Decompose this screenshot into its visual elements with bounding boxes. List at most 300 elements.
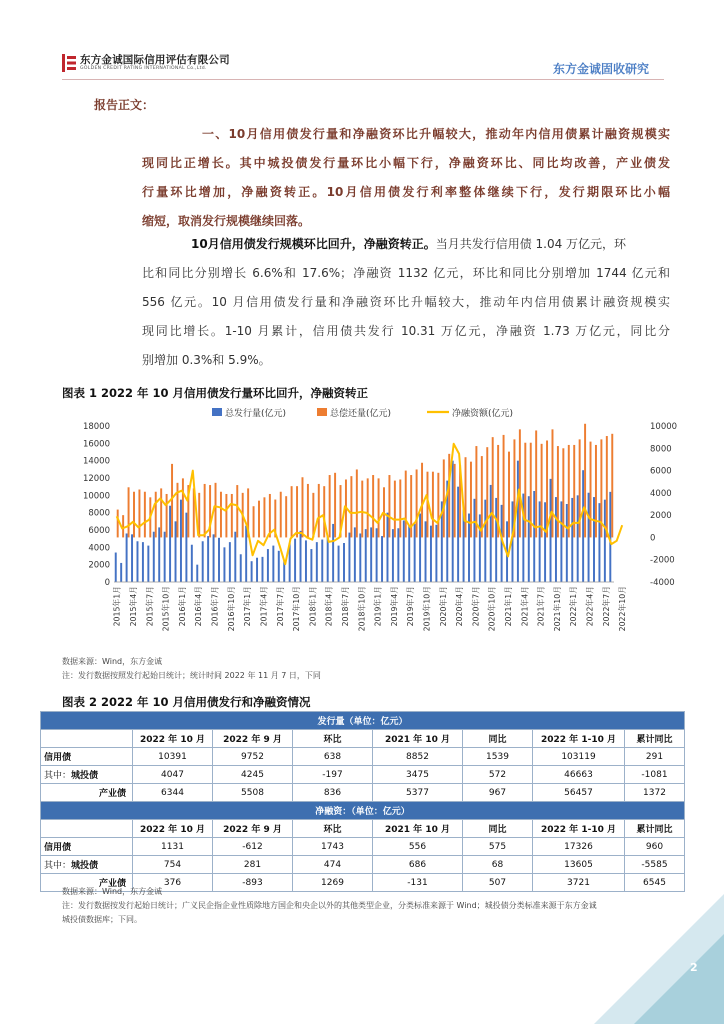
- bar-issuance: [560, 501, 562, 582]
- bar-issuance: [604, 500, 606, 582]
- row-label-text: 城投债: [71, 771, 99, 781]
- bar-issuance: [153, 532, 155, 582]
- figure2-title: 图表 2 2022 年 10 月信用债发行和净融资情况: [62, 695, 311, 709]
- detail-line: 别增加 0.3%和 5.9%。: [142, 353, 271, 367]
- bar-issuance: [147, 546, 149, 582]
- bar-issuance: [571, 498, 573, 582]
- bar-issuance: [185, 513, 187, 582]
- table-column-header: 累计同比: [625, 820, 685, 838]
- table-cell: 960: [625, 838, 685, 856]
- figure1-title: 图表 1 2022 年 10 月信用债发行量环比回升，净融资转正: [62, 386, 369, 400]
- bar-issuance: [251, 561, 253, 582]
- bar-repayment: [590, 442, 592, 538]
- bar-repayment: [166, 494, 168, 537]
- bar-repayment: [350, 476, 352, 537]
- bar-repayment: [122, 515, 124, 537]
- bar-repayment: [481, 456, 483, 537]
- bar-issuance: [544, 502, 546, 582]
- bar-issuance: [593, 497, 595, 582]
- bar-issuance: [376, 528, 378, 582]
- bar-repayment: [177, 483, 179, 538]
- table-band-label: 发行量（单位：亿元）: [41, 712, 685, 730]
- table-corner-cell: [41, 730, 133, 748]
- header-rule: [62, 79, 664, 80]
- detail-line: 现同比增长。1-10 月累计，信用债共发行 10.31 万亿元，净融资 1.73 万亿元，同比分: [142, 324, 670, 338]
- table-column-header: 2021 年 10 月: [373, 820, 463, 838]
- x-axis-tick: 2019年7月: [406, 586, 416, 627]
- summary-line: 现同比正增长。其中城投债发行量环比小幅下行，净融资环比、同比均改善，产业债发: [142, 156, 670, 170]
- bar-issuance: [191, 545, 193, 582]
- bar-repayment: [128, 487, 130, 537]
- page-header: [0, 0, 724, 80]
- bar-repayment: [394, 481, 396, 538]
- legend-swatch: [212, 408, 222, 416]
- table-cell: 572: [463, 766, 533, 784]
- x-axis-tick: 2020年7月: [471, 586, 481, 627]
- table-row-label: [41, 784, 133, 802]
- table-cell: -131: [373, 874, 463, 892]
- table-column-header: 2022 年 10 月: [133, 820, 213, 838]
- table-band-row: [41, 802, 685, 820]
- table-row: [41, 748, 685, 766]
- table-row: [41, 766, 685, 784]
- y-axis-left-tick: 0: [104, 578, 110, 588]
- bar-repayment: [492, 437, 494, 537]
- bar-issuance: [180, 500, 182, 582]
- bar-issuance: [370, 527, 372, 582]
- table-corner-cell: [41, 820, 133, 838]
- bar-issuance: [267, 549, 269, 582]
- bar-repayment: [269, 494, 271, 537]
- bar-repayment: [535, 430, 537, 537]
- bar-issuance: [278, 551, 280, 582]
- y-axis-left-tick: 6000: [88, 526, 110, 536]
- bar-issuance: [414, 524, 416, 582]
- table-band-label: 净融资：（单位：亿元）: [41, 802, 685, 820]
- x-axis-tick: 2021年4月: [520, 586, 530, 627]
- bar-issuance: [365, 529, 367, 582]
- bar-repayment: [421, 463, 423, 538]
- bar-repayment: [291, 486, 293, 537]
- bar-repayment: [236, 485, 238, 537]
- bar-repayment: [595, 445, 597, 537]
- bar-issuance: [495, 498, 497, 582]
- bar-repayment: [329, 475, 331, 537]
- detail-paragraph: [142, 230, 670, 375]
- bar-repayment: [541, 444, 543, 538]
- figure1-chart: [62, 402, 678, 654]
- bar-repayment: [334, 473, 336, 538]
- bar-repayment: [302, 477, 304, 537]
- bar-issuance: [419, 514, 421, 582]
- bar-issuance: [577, 495, 579, 582]
- x-axis-tick: 2018年7月: [340, 586, 350, 627]
- bar-issuance: [120, 563, 122, 582]
- table-cell: 17326: [533, 838, 625, 856]
- company-logo-icon: [62, 54, 76, 72]
- bar-issuance: [229, 542, 231, 582]
- x-axis-tick: 2016年10月: [226, 586, 236, 632]
- table-cell: 103119: [533, 748, 625, 766]
- summary-line: 缩短，取消发行规模继续回落。: [142, 214, 311, 228]
- x-axis-tick: 2018年1月: [308, 586, 318, 627]
- combo-chart: [62, 402, 678, 654]
- row-label-text: 城投债: [71, 861, 99, 871]
- section-label: 报告正文：: [94, 98, 155, 112]
- table-cell: 686: [373, 856, 463, 874]
- x-axis-tick: 2020年4月: [455, 586, 465, 627]
- x-axis-tick: 2022年10月: [618, 586, 628, 632]
- bar-issuance: [403, 520, 405, 582]
- table-row-label: [41, 838, 133, 856]
- bar-repayment: [231, 494, 233, 537]
- table-row: [41, 838, 685, 856]
- bar-issuance: [484, 500, 486, 582]
- table-column-header: 环比: [293, 730, 373, 748]
- legend-label: 净融资额(亿元): [452, 409, 514, 419]
- bar-issuance: [430, 526, 432, 582]
- bar-issuance: [566, 504, 568, 582]
- bar-repayment: [204, 484, 206, 537]
- x-axis-tick: 2021年10月: [552, 586, 562, 632]
- table-cell: 1372: [625, 784, 685, 802]
- table-cell: 6545: [625, 874, 685, 892]
- bar-repayment: [465, 457, 467, 537]
- bar-issuance: [126, 533, 128, 582]
- y-axis-right-tick: 4000: [650, 488, 672, 499]
- bar-repayment: [182, 478, 184, 537]
- y-axis-left-tick: 12000: [82, 474, 110, 484]
- bar-issuance: [196, 565, 198, 582]
- bar-repayment: [552, 429, 554, 537]
- bar-issuance: [332, 524, 334, 582]
- table-cell: 1743: [293, 838, 373, 856]
- row-prefix: 其中：: [44, 861, 72, 871]
- bar-repayment: [144, 492, 146, 538]
- bar-issuance: [425, 521, 427, 582]
- bar-repayment: [253, 506, 255, 537]
- row-label-text: 产业债: [98, 789, 126, 799]
- x-axis-tick: 2022年4月: [585, 586, 595, 627]
- table-column-header: 2022 年 9 月: [213, 820, 293, 838]
- figure1-note: 注：发行数据按照发行起始日统计；统计时间 2022 年 11 月 7 日，下同: [62, 671, 321, 680]
- table-row-label: [41, 748, 133, 766]
- table-column-header: 同比: [463, 820, 533, 838]
- bar-issuance: [300, 531, 302, 582]
- bar-repayment: [356, 469, 358, 537]
- bar-issuance: [310, 549, 312, 582]
- x-axis-tick: 2019年10月: [422, 586, 432, 632]
- table-cell: 1539: [463, 748, 533, 766]
- table-cell: 4047: [133, 766, 213, 784]
- table-cell: -5585: [625, 856, 685, 874]
- summary-line: 行量环比增加，净融资转正。10月信用债发行利率整体继续下行，发行期限环比小幅: [142, 185, 670, 199]
- x-axis-tick: 2020年1月: [438, 586, 448, 627]
- bar-issuance: [245, 526, 247, 582]
- bar-issuance: [533, 491, 535, 582]
- bar-issuance: [321, 540, 323, 582]
- table-cell: 3475: [373, 766, 463, 784]
- x-axis-tick: 2021年7月: [536, 586, 546, 627]
- bar-issuance: [517, 461, 519, 582]
- figure2-note-line1: 注：发行数据按发行起始日统计；广义民企指企业性质除地方国企和央企以外的其他类型企业，分类标准来源于 Wind；城投债分类标准来源于东方金诚: [62, 901, 597, 910]
- table-cell: 8852: [373, 748, 463, 766]
- table-header-row: [41, 730, 685, 748]
- bar-repayment: [611, 434, 613, 538]
- y-axis-left-tick: 2000: [88, 560, 110, 571]
- table-cell: 10391: [133, 748, 213, 766]
- company-name-cn: 东方金诚国际信用评估有限公司: [80, 54, 230, 66]
- x-axis-tick: 2015年1月: [112, 586, 122, 627]
- bar-issuance: [381, 536, 383, 582]
- table-column-header: 累计同比: [625, 730, 685, 748]
- bar-issuance: [316, 542, 318, 582]
- detail-line-rest: 当月共发行信用债 1.04 万亿元，环: [435, 237, 627, 251]
- table-column-header: 环比: [293, 820, 373, 838]
- bar-issuance: [207, 536, 209, 582]
- bar-issuance: [262, 557, 264, 582]
- y-axis-left-tick: 14000: [82, 456, 110, 467]
- table-cell: -197: [293, 766, 373, 784]
- bar-repayment: [361, 481, 363, 538]
- y-axis-right-tick: 6000: [650, 466, 672, 477]
- y-axis-left-tick: 4000: [88, 543, 110, 554]
- figure2-source: 数据来源：Wind，东方金诚: [62, 887, 163, 896]
- y-axis-left-tick: 10000: [82, 491, 110, 502]
- table-cell: 836: [293, 784, 373, 802]
- bar-repayment: [372, 475, 374, 537]
- table-row: [41, 784, 685, 802]
- bar-repayment: [285, 496, 287, 537]
- bar-issuance: [327, 537, 329, 582]
- bar-repayment: [405, 471, 407, 538]
- table-cell: 281: [213, 856, 293, 874]
- bar-issuance: [218, 538, 220, 582]
- bar-repayment: [503, 435, 505, 538]
- bar-repayment: [508, 452, 510, 538]
- table-cell: 5508: [213, 784, 293, 802]
- table-cell: 754: [133, 856, 213, 874]
- bar-repayment: [524, 443, 526, 538]
- bar-issuance: [582, 470, 584, 582]
- table-cell: 575: [463, 838, 533, 856]
- bar-repayment: [448, 454, 450, 538]
- bar-issuance: [256, 558, 258, 582]
- bar-repayment: [318, 484, 320, 537]
- bar-issuance: [473, 499, 475, 582]
- x-axis-tick: 2017年10月: [292, 586, 302, 632]
- bar-issuance: [137, 541, 139, 582]
- table-cell: 13605: [533, 856, 625, 874]
- x-axis-tick: 2022年1月: [569, 586, 579, 627]
- x-axis-tick: 2017年4月: [259, 586, 269, 627]
- detail-line: 556 亿元。10 月信用债发行量和净融资环比升幅较大，推动年内信用债累计融资规模实: [142, 295, 670, 309]
- table-column-header: 2022 年 9 月: [213, 730, 293, 748]
- table-cell: 6344: [133, 784, 213, 802]
- row-label-text: 产业债: [98, 879, 126, 889]
- summary-paragraph: [142, 120, 670, 236]
- bar-repayment: [258, 501, 260, 538]
- bar-issuance: [452, 461, 454, 582]
- x-axis-tick: 2018年4月: [324, 586, 334, 627]
- bar-issuance: [240, 554, 242, 582]
- x-axis-tick: 2015年10月: [161, 586, 171, 632]
- x-axis-tick: 2018年10月: [357, 586, 367, 632]
- y-axis-left-tick: 16000: [82, 439, 110, 450]
- table-cell: -893: [213, 874, 293, 892]
- x-axis-tick: 2015年4月: [129, 586, 139, 627]
- bar-issuance: [343, 543, 345, 582]
- table-column-header: 2022 年 1-10 月: [533, 820, 625, 838]
- bar-issuance: [164, 532, 166, 582]
- x-axis-tick: 2021年1月: [504, 586, 514, 627]
- figure1-source: 数据来源：Wind，东方金诚: [62, 657, 163, 666]
- x-axis-tick: 2017年1月: [243, 586, 253, 627]
- bar-issuance: [294, 539, 296, 582]
- bar-repayment: [568, 445, 570, 537]
- table-cell: 967: [463, 784, 533, 802]
- table-cell: 4245: [213, 766, 293, 784]
- table-cell: 556: [373, 838, 463, 856]
- bar-issuance: [490, 485, 492, 582]
- table-cell: 3721: [533, 874, 625, 892]
- table-row-label: [41, 856, 133, 874]
- row-label-text: 信用债: [44, 843, 72, 853]
- bar-repayment: [323, 486, 325, 537]
- table-cell: 291: [625, 748, 685, 766]
- bar-repayment: [296, 486, 298, 537]
- bar-repayment: [117, 510, 119, 538]
- legend-label: 总偿还量(亿元): [330, 409, 392, 419]
- bar-repayment: [443, 459, 445, 537]
- bar-repayment: [606, 436, 608, 537]
- table-row-label: [41, 766, 133, 784]
- bar-issuance: [213, 534, 215, 582]
- bar-repayment: [519, 429, 521, 537]
- bar-issuance: [338, 546, 340, 582]
- bar-repayment: [133, 492, 135, 538]
- bar-repayment: [437, 473, 439, 538]
- bar-repayment: [486, 447, 488, 537]
- legend-label: 总发行量(亿元): [225, 409, 287, 419]
- bar-repayment: [160, 488, 162, 537]
- x-axis-tick: 2016年4月: [194, 586, 204, 627]
- bar-issuance: [392, 529, 394, 582]
- row-prefix: 其中：: [44, 771, 72, 781]
- x-axis-tick: 2019年1月: [373, 586, 383, 627]
- table-cell: 68: [463, 856, 533, 874]
- bar-repayment: [454, 464, 456, 538]
- bar-repayment: [220, 492, 222, 538]
- bar-issuance: [479, 514, 481, 582]
- table-column-header: 2021 年 10 月: [373, 730, 463, 748]
- table-cell: -612: [213, 838, 293, 856]
- bar-issuance: [457, 487, 459, 582]
- x-axis-tick: 2015年7月: [145, 586, 155, 627]
- table-cell: 9752: [213, 748, 293, 766]
- table-column-header: 2022 年 10 月: [133, 730, 213, 748]
- bar-issuance: [550, 479, 552, 582]
- table-cell: 638: [293, 748, 373, 766]
- y-axis-right-tick: 2000: [650, 511, 672, 522]
- table-cell: 1269: [293, 874, 373, 892]
- table-cell: -1081: [625, 766, 685, 784]
- brand-title: 东方金诚固收研究: [552, 62, 649, 76]
- table-cell: 1131: [133, 838, 213, 856]
- y-axis-right-tick: -4000: [650, 578, 675, 588]
- bar-issuance: [131, 534, 133, 582]
- bar-repayment: [399, 479, 401, 537]
- bar-repayment: [225, 494, 227, 537]
- bar-issuance: [528, 496, 530, 582]
- table-cell: 376: [133, 874, 213, 892]
- bar-issuance: [202, 541, 204, 582]
- table-column-header: 同比: [463, 730, 533, 748]
- bar-repayment: [215, 483, 217, 538]
- corner-decoration: [564, 874, 724, 1024]
- table-column-header: 2022 年 1-10 月: [533, 730, 625, 748]
- bar-issuance: [408, 526, 410, 582]
- y-axis-right-tick: 10000: [650, 422, 678, 432]
- x-axis-tick: 2017年7月: [275, 586, 285, 627]
- bar-issuance: [397, 528, 399, 582]
- bar-issuance: [387, 513, 389, 582]
- bar-issuance: [272, 546, 274, 582]
- bar-issuance: [223, 547, 225, 582]
- bar-issuance: [435, 525, 437, 582]
- bar-repayment: [557, 446, 559, 537]
- legend-swatch: [317, 408, 327, 416]
- bar-repayment: [388, 475, 390, 537]
- table-cell: 5377: [373, 784, 463, 802]
- detail-line: [142, 230, 670, 259]
- bar-issuance: [169, 506, 171, 582]
- table-header-row: [41, 820, 685, 838]
- bar-repayment: [416, 469, 418, 537]
- bar-issuance: [158, 527, 160, 582]
- bar-issuance: [588, 493, 590, 582]
- bar-issuance: [175, 521, 177, 582]
- bar-repayment: [263, 497, 265, 537]
- y-axis-right-tick: -2000: [650, 555, 675, 566]
- table-cell: 507: [463, 874, 533, 892]
- table-cell: 474: [293, 856, 373, 874]
- table-cell: 56457: [533, 784, 625, 802]
- bar-issuance: [539, 501, 541, 582]
- bar-repayment: [138, 490, 140, 538]
- x-axis-tick: 2016年1月: [177, 586, 187, 627]
- bar-issuance: [354, 527, 356, 582]
- figure2-table: [40, 711, 685, 892]
- bar-repayment: [584, 424, 586, 538]
- x-axis-tick: 2020年10月: [487, 586, 497, 632]
- summary-line: 一、10月信用债发行量和净融资环比升幅较大，推动年内信用债累计融资规模实: [202, 127, 670, 141]
- bar-repayment: [155, 492, 157, 538]
- bar-repayment: [470, 462, 472, 538]
- detail-lead: 10月信用债发行规模环比回升，净融资转正。: [191, 237, 436, 251]
- x-axis-tick: 2019年4月: [389, 586, 399, 627]
- table-row: [41, 856, 685, 874]
- detail-line: 比和同比分别增长 6.6%和 17.6%；净融资 1132 亿元，环比和同比分别增加 1744 亿元和: [142, 266, 670, 280]
- bar-issuance: [142, 542, 144, 582]
- bar-repayment: [378, 478, 380, 537]
- bar-repayment: [307, 484, 309, 537]
- table-band-row: [41, 712, 685, 730]
- y-axis-right-tick: 0: [650, 533, 656, 544]
- x-axis-tick: 2016年7月: [210, 586, 220, 627]
- bar-issuance: [115, 553, 117, 582]
- bar-issuance: [234, 532, 236, 582]
